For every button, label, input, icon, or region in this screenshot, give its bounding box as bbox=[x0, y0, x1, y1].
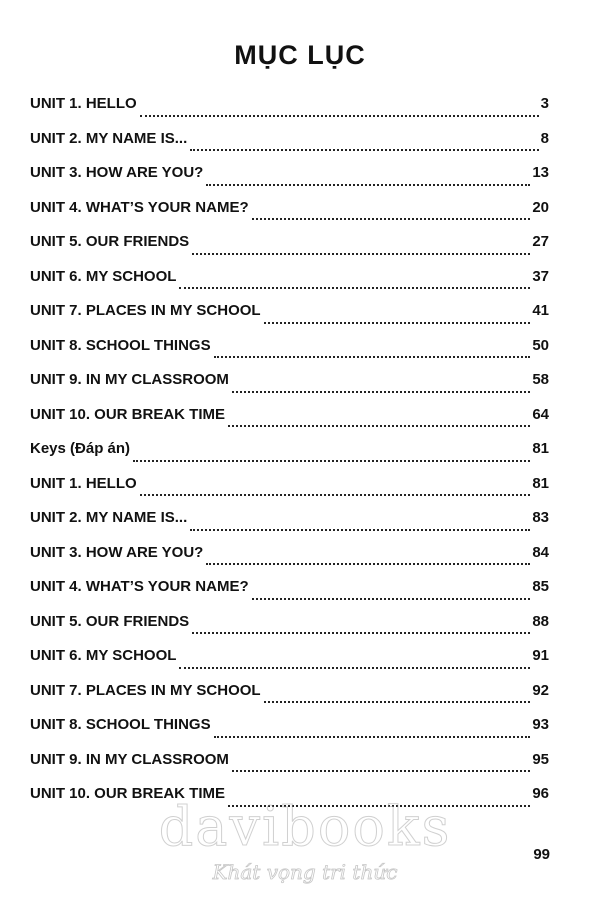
dot-leader bbox=[252, 598, 531, 600]
toc-entry bbox=[30, 611, 549, 646]
toc-entry bbox=[30, 507, 549, 542]
page-number: 99 bbox=[533, 846, 550, 863]
dot-leader bbox=[192, 253, 530, 255]
toc-entry-page: 20 bbox=[532, 198, 549, 216]
toc-entry bbox=[30, 473, 549, 508]
toc-entry-label: UNIT 10. OUR BREAK TIME bbox=[30, 785, 226, 802]
toc-entry-page: 50 bbox=[532, 336, 549, 354]
dot-leader bbox=[140, 494, 531, 496]
toc-entry-page: 58 bbox=[532, 371, 549, 388]
toc-entry-page: 27 bbox=[532, 233, 549, 250]
toc-entry-label: UNIT 1. HELLO bbox=[30, 474, 137, 492]
toc-entry-label: UNIT 5. OUR FRIENDS bbox=[30, 233, 190, 250]
toc-entry-label: UNIT 6. MY SCHOOL bbox=[30, 647, 177, 664]
toc-entry bbox=[30, 197, 549, 232]
toc-entry-page: 64 bbox=[532, 405, 549, 423]
dot-leader bbox=[214, 736, 531, 738]
dot-leader bbox=[179, 287, 530, 289]
toc-entry bbox=[30, 714, 549, 749]
toc-entry-label: UNIT 2. MY NAME IS... bbox=[30, 129, 188, 147]
toc-entry-label: UNIT 4. WHAT’S YOUR NAME? bbox=[30, 578, 249, 595]
toc-entry-page: 91 bbox=[532, 647, 549, 664]
toc-entry bbox=[30, 266, 549, 301]
dot-leader bbox=[232, 770, 530, 772]
toc-entry-page: 96 bbox=[532, 785, 549, 802]
toc-entry-label: UNIT 8. SCHOOL THINGS bbox=[30, 336, 211, 354]
toc-entry bbox=[30, 680, 549, 715]
toc-entry-page: 88 bbox=[532, 612, 549, 630]
toc-entry-label: UNIT 1. HELLO bbox=[30, 95, 137, 112]
toc-entry-label: Keys (Đáp án) bbox=[30, 440, 131, 457]
toc-entry-page: 13 bbox=[532, 164, 549, 181]
toc-entry bbox=[30, 576, 549, 611]
dot-leader bbox=[228, 425, 530, 427]
page-title: MỤC LỤC bbox=[234, 40, 366, 70]
toc-entry-page: 81 bbox=[532, 474, 549, 492]
table-of-contents bbox=[30, 93, 549, 818]
toc-entry-page: 95 bbox=[532, 750, 549, 768]
toc-entry-page: 93 bbox=[532, 716, 549, 733]
toc-entry-label: UNIT 9. IN MY CLASSROOM bbox=[30, 750, 229, 768]
toc-entry-page: 3 bbox=[540, 95, 549, 112]
toc-entry bbox=[30, 369, 549, 404]
dot-leader bbox=[264, 701, 531, 703]
toc-entry-label: UNIT 6. MY SCHOOL bbox=[30, 267, 177, 285]
toc-entry bbox=[30, 162, 549, 197]
dot-leader bbox=[190, 529, 530, 531]
toc-entry bbox=[30, 749, 549, 784]
dot-leader bbox=[206, 563, 530, 565]
toc-entry bbox=[30, 783, 549, 818]
dot-leader bbox=[192, 632, 530, 634]
toc-entry-page: 8 bbox=[540, 129, 549, 147]
toc-entry-page: 83 bbox=[532, 509, 549, 526]
toc-entry-page: 41 bbox=[532, 302, 549, 319]
toc-entry bbox=[30, 300, 549, 335]
toc-entry-page: 92 bbox=[532, 681, 549, 699]
toc-entry bbox=[30, 404, 549, 439]
toc-entry-keys bbox=[30, 438, 549, 473]
toc-entry bbox=[30, 93, 549, 128]
toc-entry-label: UNIT 8. SCHOOL THINGS bbox=[30, 716, 211, 733]
toc-entry bbox=[30, 128, 549, 163]
toc-entry bbox=[30, 645, 549, 680]
toc-entry-label: UNIT 7. PLACES IN MY SCHOOL bbox=[30, 681, 261, 699]
dot-leader bbox=[264, 322, 531, 324]
dot-leader bbox=[214, 356, 531, 358]
dot-leader bbox=[190, 149, 538, 151]
toc-entry-page: 81 bbox=[532, 440, 549, 457]
toc-entry-label: UNIT 7. PLACES IN MY SCHOOL bbox=[30, 302, 261, 319]
dot-leader bbox=[232, 391, 530, 393]
toc-entry-page: 84 bbox=[532, 543, 549, 561]
watermark-brand: davibooks bbox=[158, 795, 452, 858]
toc-entry-label: UNIT 10. OUR BREAK TIME bbox=[30, 405, 226, 423]
toc-entry-label: UNIT 2. MY NAME IS... bbox=[30, 509, 188, 526]
dot-leader bbox=[179, 667, 530, 669]
toc-entry-page: 85 bbox=[532, 578, 549, 595]
toc-entry-label: UNIT 3. HOW ARE YOU? bbox=[30, 543, 204, 561]
dot-leader bbox=[206, 184, 530, 186]
toc-entry-label: UNIT 4. WHAT’S YOUR NAME? bbox=[30, 198, 249, 216]
toc-entry-label: UNIT 9. IN MY CLASSROOM bbox=[30, 371, 229, 388]
toc-entry-label: UNIT 5. OUR FRIENDS bbox=[30, 612, 190, 630]
dot-leader bbox=[252, 218, 531, 220]
watermark-tagline: Khát vọng tri thức bbox=[212, 860, 398, 884]
toc-entry bbox=[30, 335, 549, 370]
dot-leader bbox=[140, 115, 539, 117]
toc-entry bbox=[30, 231, 549, 266]
dot-leader bbox=[228, 805, 530, 807]
dot-leader bbox=[133, 460, 530, 462]
toc-entry bbox=[30, 542, 549, 577]
toc-entry-page: 37 bbox=[532, 267, 549, 285]
toc-entry-label: UNIT 3. HOW ARE YOU? bbox=[30, 164, 204, 181]
